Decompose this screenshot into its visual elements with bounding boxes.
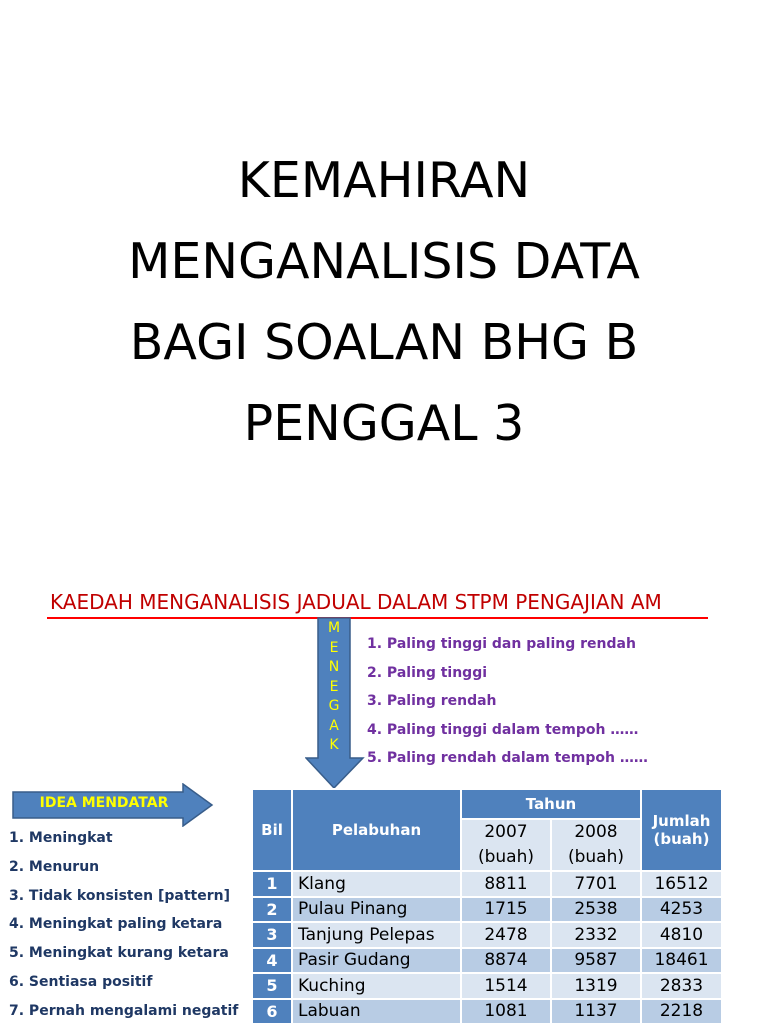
cell-2007: 1715 (461, 897, 551, 923)
cell-port: Labuan (292, 999, 461, 1025)
menegak-letter: G (328, 698, 340, 714)
cell-port: Pulau Pinang (292, 897, 461, 923)
cell-2008: 9587 (551, 948, 641, 974)
list-item: 3. Tidak konsisten [pattern] (9, 887, 230, 904)
table-row (252, 922, 722, 948)
title-line: MENGANALISIS DATA (128, 233, 640, 290)
list-item: 4. Meningkat paling ketara (9, 916, 223, 933)
cell-bil: 1 (252, 871, 292, 897)
slide-title (0, 140, 768, 464)
cell-2008: 2538 (551, 897, 641, 923)
cell-port: Kuching (292, 973, 461, 999)
cell-total: 18461 (641, 948, 722, 974)
title-line: BAGI SOALAN BHG B (129, 314, 639, 371)
menegak-list (367, 636, 648, 779)
table-row (252, 871, 722, 897)
menegak-letter: E (329, 678, 339, 695)
cell-port: Pasir Gudang (292, 948, 461, 974)
cell-2008: 2332 (551, 922, 641, 948)
cell-bil: 4 (252, 948, 292, 974)
cell-2007: 1514 (461, 973, 551, 999)
table-row (252, 948, 722, 974)
list-item: 2. Menurun (9, 858, 100, 875)
table-row (252, 897, 722, 923)
cell-2007: 1081 (461, 999, 551, 1025)
list-item: 5. Paling rendah dalam tempoh …… (367, 750, 648, 766)
list-item: 6. Sentiasa positif (9, 973, 153, 990)
cell-total: 2218 (641, 999, 722, 1025)
menegak-letter: E (329, 639, 339, 656)
title-line: KEMAHIRAN (237, 152, 531, 209)
cell-bil: 2 (252, 897, 292, 923)
cell-2007: 8874 (461, 948, 551, 974)
menegak-letter: A (329, 717, 339, 734)
section-heading: KAEDAH MENGANALISIS JADUAL DALAM STPM PENGAJIAN AM (50, 590, 662, 614)
menegak-letters (317, 619, 351, 756)
cell-2008: 7701 (551, 871, 641, 897)
menegak-letter: N (328, 659, 340, 675)
cell-port: Klang (292, 871, 461, 897)
list-item: 7. Pernah mengalami negatif (9, 1002, 239, 1019)
heading-underline (47, 617, 708, 619)
list-item: 4. Paling tinggi dalam tempoh …… (367, 721, 639, 738)
cell-bil: 6 (252, 999, 292, 1025)
cell-port: Tanjung Pelepas (292, 922, 461, 948)
table-row (252, 973, 722, 999)
table-row (252, 999, 722, 1025)
header-2008: 2008 (buah) (551, 819, 641, 871)
cell-total: 4810 (641, 922, 722, 948)
cell-2007: 2478 (461, 922, 551, 948)
header-jumlah: Jumlah (buah) (641, 789, 722, 871)
idea-mendatar-label: IDEA MENDATAR (39, 795, 169, 811)
header-bil: Bil (252, 789, 292, 871)
cell-bil: 5 (252, 973, 292, 999)
list-item: 1. Meningkat (9, 830, 113, 846)
header-tahun: Tahun (461, 789, 641, 819)
mendatar-list (9, 830, 238, 1032)
title-line: PENGGAL 3 (243, 395, 525, 452)
cell-total: 2833 (641, 973, 722, 999)
cell-2007: 8811 (461, 871, 551, 897)
cell-2008: 1319 (551, 973, 641, 999)
list-item: 2. Paling tinggi (367, 664, 488, 681)
header-pelabuhan: Pelabuhan (292, 789, 461, 871)
list-item: 1. Paling tinggi dan paling rendah (367, 636, 636, 652)
list-item: 5. Meningkat kurang ketara (9, 945, 229, 962)
cell-bil: 3 (252, 922, 292, 948)
header-2007: 2007 (buah) (461, 819, 551, 871)
list-item: 3. Paling rendah (367, 693, 497, 709)
menegak-letter: M (327, 620, 341, 636)
cell-total: 16512 (641, 871, 722, 897)
cell-2008: 1137 (551, 999, 641, 1025)
menegak-letter: K (329, 737, 339, 753)
cell-total: 4253 (641, 897, 722, 923)
port-data-table (251, 788, 723, 1025)
